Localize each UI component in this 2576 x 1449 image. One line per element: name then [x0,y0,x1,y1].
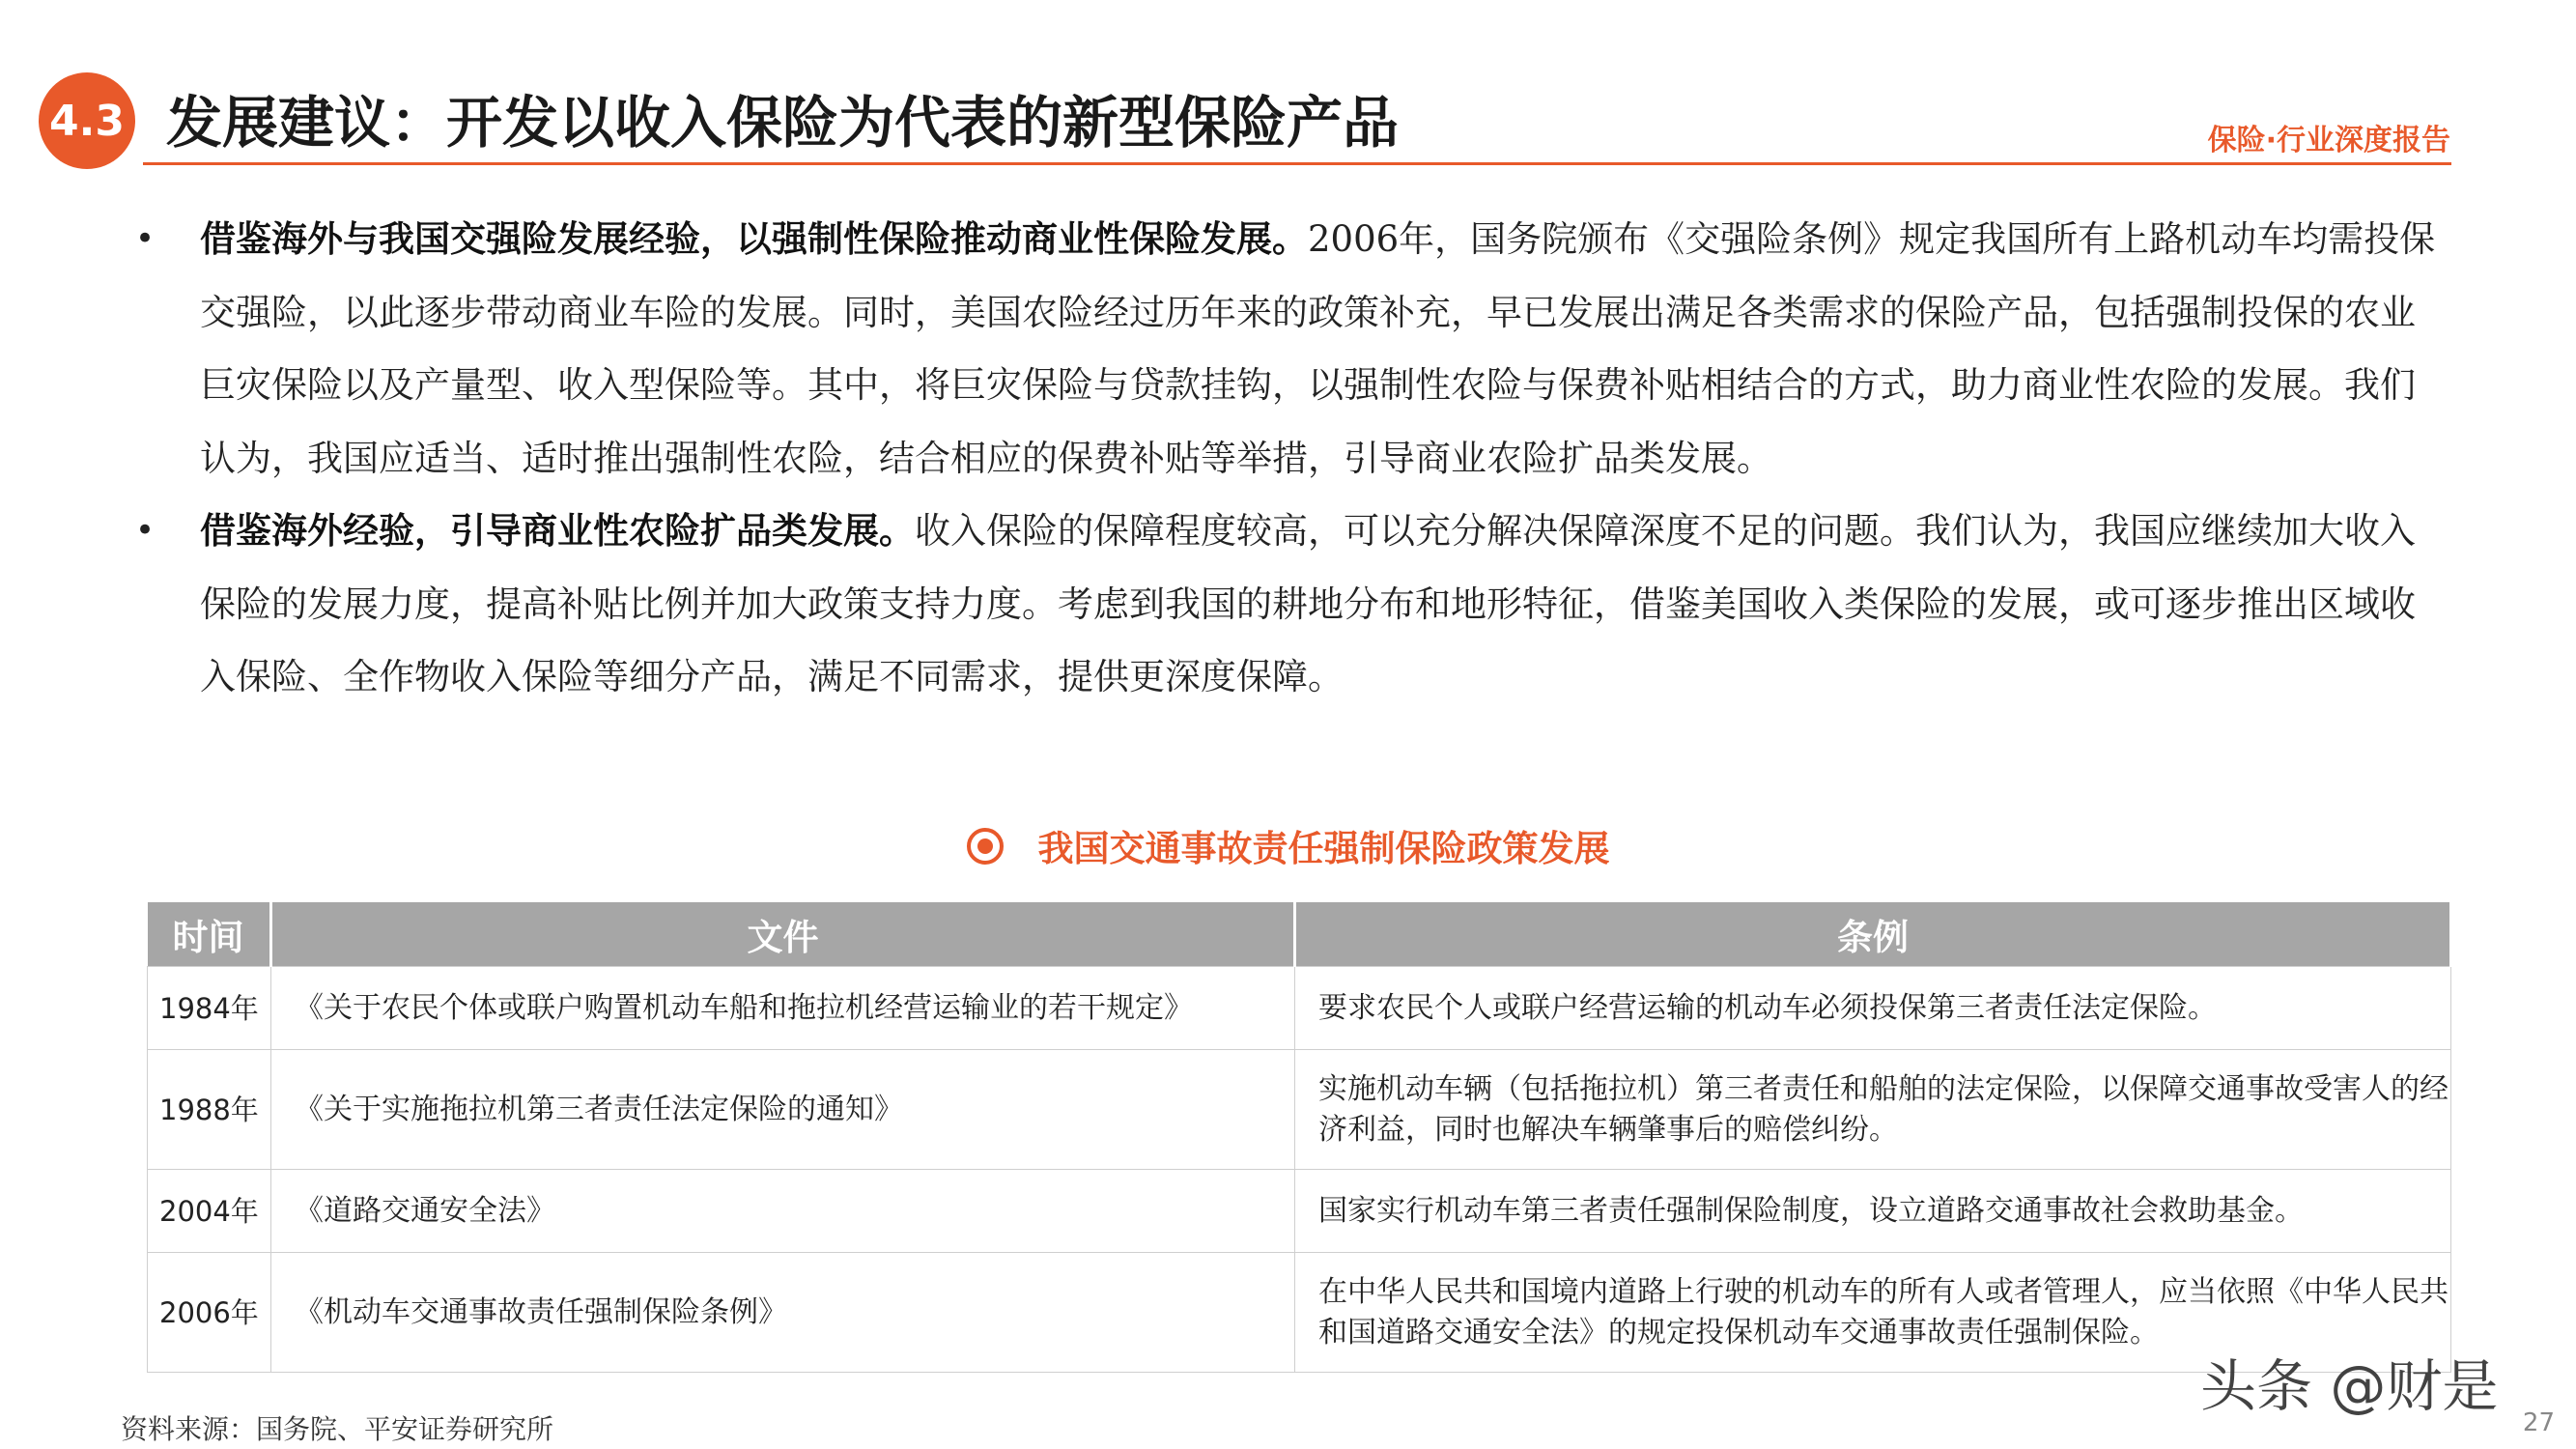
cell-document: 《机动车交通事故责任强制保险条例》 [271,1253,1295,1373]
cell-document: 《关于农民个体或联户购置机动车船和拖拉机经营运输业的若干规定》 [271,967,1295,1050]
bullet-lead: 借鉴海外与我国交强险发展经验，以强制性保险推动商业性保险发展。 [200,217,1308,260]
policy-table [147,902,2452,1373]
report-category-tag: 保险·行业深度报告 [2207,124,2450,157]
cell-time: 1988年 [148,1050,271,1170]
table-header-row [148,902,2451,967]
bullet-body: 2006年，国务院颁布《交强险条例》规定我国所有上路机动车均需投保交强险，以此逐步带动商业车险的发展。同时，美国农险经过历年来的政策补充，早已发展出满足各类需求的保险产品，包括强制投保的农业巨灾保险以及产量型、收入型保险等。其中，将巨灾保险与贷款挂钩，以强制性农险与保费补贴相结合的方式，助力商业性农险的发展。我们认为，我国应适当、适时推出强制性农险，结合相应的保费补贴等举措，引导商业农险扩品类发展。 [200,218,2436,479]
cell-time: 2006年 [148,1253,271,1373]
page-number: 27 [2522,1408,2555,1437]
column-header-regulation: 条例 [1295,902,2451,967]
bullet-body: 收入保险的保障程度较高，可以充分解决保障深度不足的问题。我们认为，我国应继续加大收入保险的发展力度，提高补贴比例并加大政策支持力度。考虑到我国的耕地分布和地形特征，借鉴美国收入类保险的发展，或可逐步推出区域收入保险、全作物收入保险等细分产品，满足不同需求，提供更深度保障。 [200,510,2416,697]
bullet-item [127,495,2436,714]
table-row [148,1170,2451,1253]
target-circle-icon [967,828,1004,865]
table-title-text: 我国交通事故责任强制保险政策发展 [1037,827,1610,869]
bullet-dot-icon: • [135,511,156,550]
bullet-lead: 借鉴海外经验，引导商业性农险扩品类发展。 [200,509,915,552]
watermark: 头条 @财是 [2200,1353,2499,1419]
title-divider [143,162,2451,165]
table-row [148,967,2451,1050]
cell-document: 《道路交通安全法》 [271,1170,1295,1253]
cell-regulation: 实施机动车辆（包括拖拉机）第三者责任和船舶的法定保险，以保障交通事故受害人的经济利益，同时也解决车辆肇事后的赔偿纠纷。 [1295,1050,2451,1170]
cell-time: 1984年 [148,967,271,1050]
table-title [0,819,2576,871]
cell-regulation: 要求农民个人或联户经营运输的机动车必须投保第三者责任法定保险。 [1295,967,2451,1050]
column-header-document: 文件 [271,902,1295,967]
bullet-dot-icon: • [135,219,156,258]
bullet-list [127,203,2436,714]
cell-regulation: 国家实行机动车第三者责任强制保险制度，设立道路交通事故社会救助基金。 [1295,1170,2451,1253]
table-row [148,1050,2451,1170]
page-title: 发展建议：开发以收入保险为代表的新型保险产品 [166,90,1400,156]
cell-time: 2004年 [148,1170,271,1253]
bullet-item [127,203,2436,495]
cell-regulation: 在中华人民共和国境内道路上行驶的机动车的所有人或者管理人，应当依照《中华人民共和国道路交通安全法》的规定投保机动车交通事故责任强制保险。 [1295,1253,2451,1373]
cell-document: 《关于实施拖拉机第三者责任法定保险的通知》 [271,1050,1295,1170]
section-number-badge: 4.3 [39,72,135,169]
column-header-time: 时间 [148,902,271,967]
source-note: 资料来源：国务院、平安证券研究所 [121,1413,554,1445]
table-row [148,1253,2451,1373]
